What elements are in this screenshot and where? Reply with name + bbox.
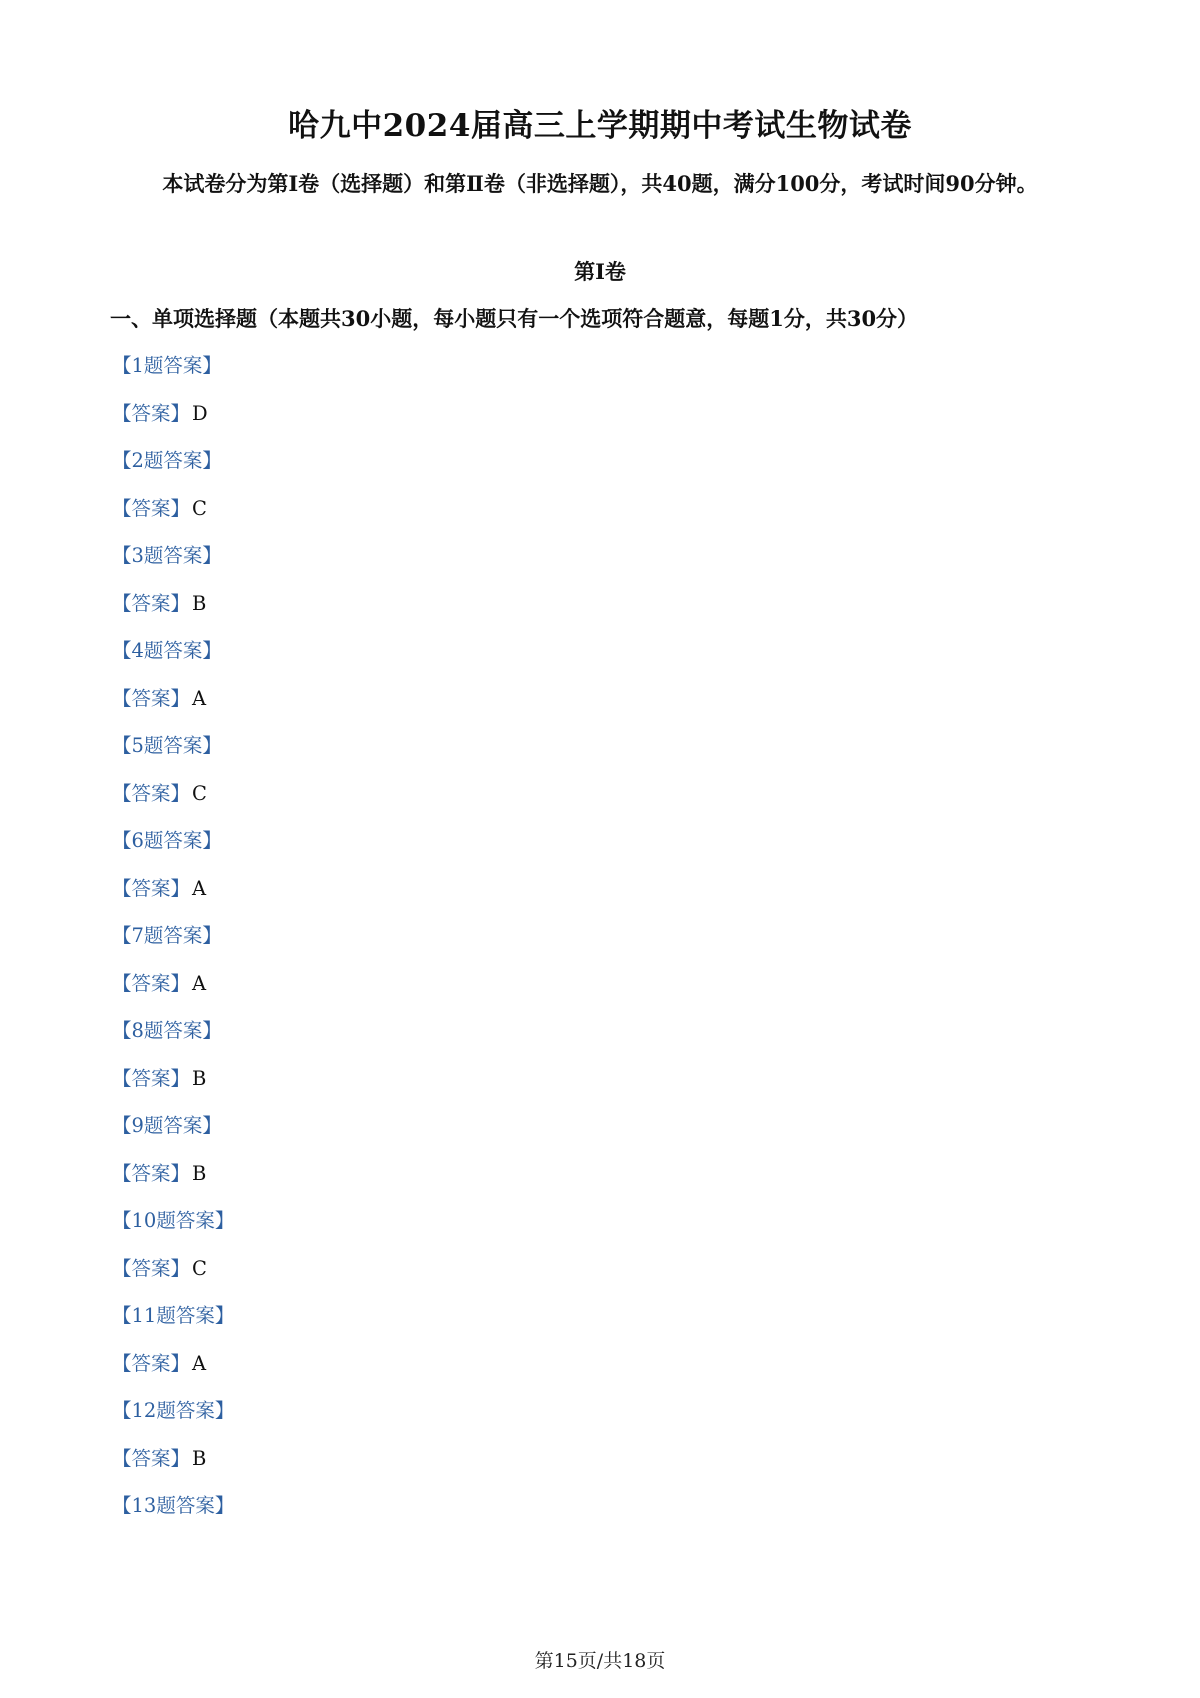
question-answer-heading: [112, 1492, 234, 1540]
answer-value: B: [192, 1161, 207, 1185]
answer-value: A: [192, 1351, 207, 1375]
answer-line: [112, 495, 234, 543]
question-label: 【7题答案】: [112, 924, 222, 947]
answer-label: 【答案】: [112, 781, 191, 805]
answer-label: 【答案】: [112, 1351, 191, 1375]
page-footer: 第15页/共18页: [534, 1650, 666, 1672]
question-answer-heading: [112, 1397, 234, 1445]
answer-value: A: [192, 971, 207, 995]
answer-label: 【答案】: [112, 686, 191, 710]
answer-line: [112, 1065, 234, 1113]
question-label: 【5题答案】: [112, 734, 222, 757]
answer-line: [112, 875, 234, 923]
answer-value: D: [192, 401, 208, 425]
answer-label: 【答案】: [112, 401, 191, 425]
question-label: 【4题答案】: [112, 639, 222, 662]
answer-label: 【答案】: [112, 496, 191, 520]
answer-line: [112, 1445, 234, 1493]
page-title: 哈九中2024届高三上学期期中考试生物试卷: [288, 108, 912, 144]
question-label: 【3题答案】: [112, 544, 222, 567]
question-answer-heading: [112, 1302, 234, 1350]
exam-instructions: 本试卷分为第Ⅰ卷（选择题）和第Ⅱ卷（非选择题），共40题，满分100分，考试时间90分钟。: [162, 171, 1038, 196]
answer-line: [112, 970, 234, 1018]
question-label: 【6题答案】: [112, 829, 222, 852]
volume-title: 第Ⅰ卷: [574, 259, 626, 284]
answer-line: [112, 1160, 234, 1208]
answer-list: [112, 352, 234, 1540]
question-answer-heading: [112, 352, 234, 400]
answer-value: C: [192, 781, 207, 805]
question-answer-heading: [112, 542, 234, 590]
answer-value: B: [192, 591, 207, 615]
answer-value: B: [192, 1066, 207, 1090]
question-label: 【9题答案】: [112, 1114, 222, 1137]
question-answer-heading: [112, 1207, 234, 1255]
answer-line: [112, 1350, 234, 1398]
answer-line: [112, 1255, 234, 1303]
question-label: 【13题答案】: [112, 1494, 235, 1517]
question-answer-heading: [112, 732, 234, 780]
answer-label: 【答案】: [112, 1446, 191, 1470]
question-label: 【2题答案】: [112, 449, 222, 472]
question-answer-heading: [112, 1017, 234, 1065]
answer-value: C: [192, 496, 207, 520]
answer-line: [112, 780, 234, 828]
answer-value: A: [192, 876, 207, 900]
answer-value: B: [192, 1446, 207, 1470]
question-label: 【10题答案】: [112, 1209, 235, 1232]
question-answer-heading: [112, 447, 234, 495]
question-label: 【11题答案】: [112, 1304, 235, 1327]
question-label: 【1题答案】: [112, 354, 222, 377]
question-answer-heading: [112, 922, 234, 970]
answer-line: [112, 685, 234, 733]
answer-label: 【答案】: [112, 1066, 191, 1090]
answer-value: C: [192, 1256, 207, 1280]
answer-label: 【答案】: [112, 876, 191, 900]
answer-value: A: [192, 686, 207, 710]
answer-line: [112, 400, 234, 448]
answer-label: 【答案】: [112, 1161, 191, 1185]
answer-label: 【答案】: [112, 591, 191, 615]
question-answer-heading: [112, 827, 234, 875]
section-heading: 一、单项选择题（本题共30小题，每小题只有一个选项符合题意，每题1分，共30分）: [110, 306, 919, 331]
answer-line: [112, 590, 234, 638]
question-answer-heading: [112, 1112, 234, 1160]
answer-label: 【答案】: [112, 971, 191, 995]
question-label: 【8题答案】: [112, 1019, 222, 1042]
question-answer-heading: [112, 637, 234, 685]
answer-label: 【答案】: [112, 1256, 191, 1280]
question-label: 【12题答案】: [112, 1399, 235, 1422]
